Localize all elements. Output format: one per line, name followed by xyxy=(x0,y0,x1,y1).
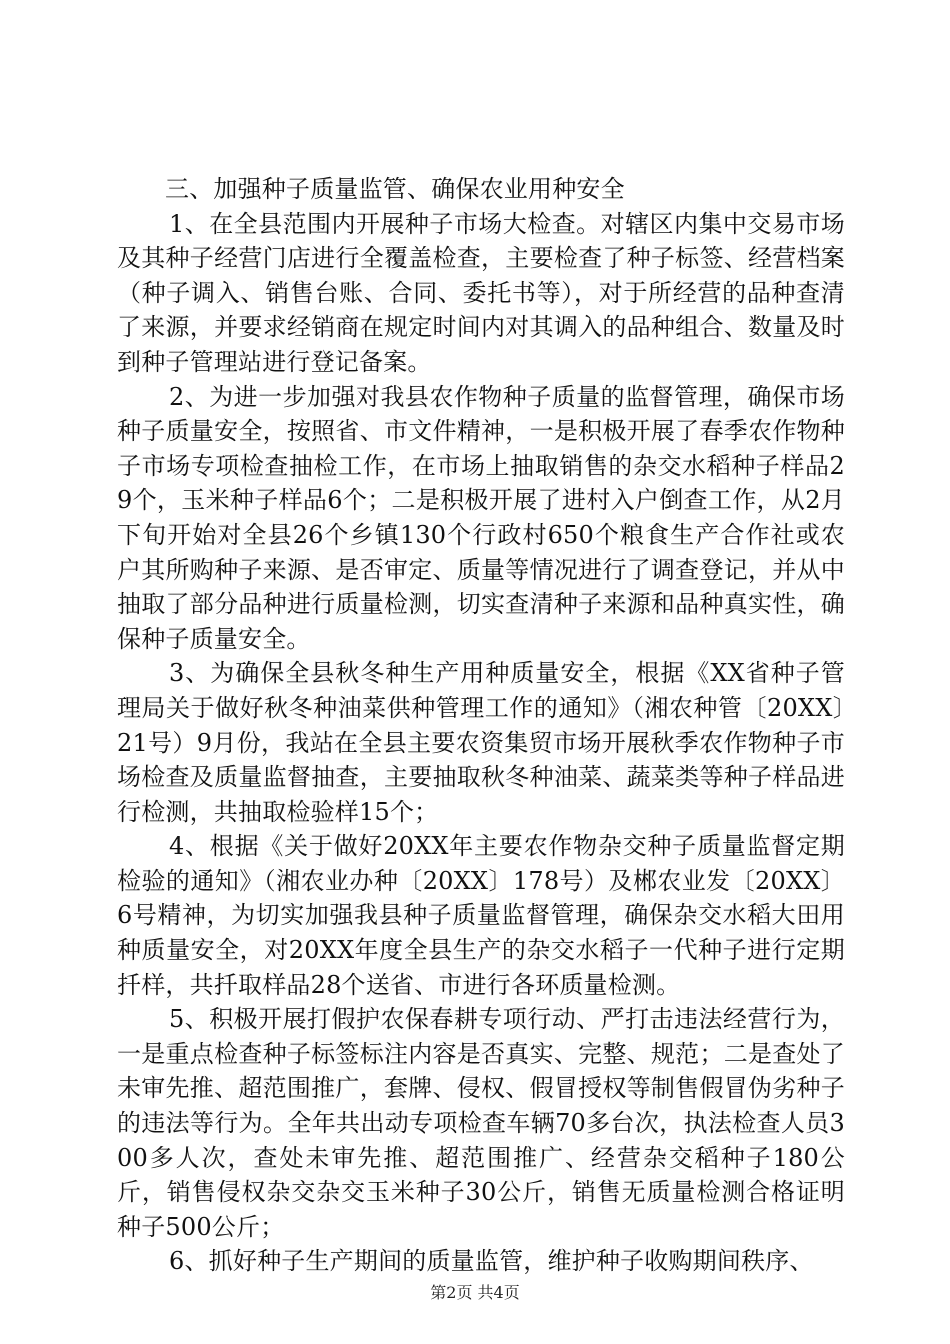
section-heading: 三、加强种子质量监管、确保农业用种安全 xyxy=(165,175,625,203)
page-footer: 第2页 共4页 xyxy=(430,1283,520,1302)
paragraph-2: 2、为进一步加强对我县农作物种子质量的监督管理，确保市场种子质量安全，按照省、市文件精神，一是积极开展了春季农作物种子市场专项检查抽检工作，在市场上抽取销售的杂交水稻种子样品29个，玉米种子样品6个；二是积极开展了进村入户倒查工作，从2月下旬开始对全县26个乡镇130个行政村650个粮食生产合作社或农户其所购种子来源、是否审定、质量等情况进行了调查登记，并从中抽取了部分品种进行质量检测，切实查清种子来源和品种真实性，确保种子质量安全。 xyxy=(117,382,845,653)
paragraph-5: 5、积极开展打假护农保春耕专项行动、严打击违法经营行为，一是重点检查种子标签标注内容是否真实、完整、规范；二是查处了未审先推、超范围推广，套牌、侵权、假冒授权等制售假冒伪劣种子的违法等行为。全年共出动专项检查车辆70多台次，执法检查人员300多人次，查处未审先推、超范围推广、经营杂交稻种子180公斤，销售侵权杂交杂交玉米种子30公斤，销售无质量检测合格证明种子500公斤； xyxy=(117,1005,845,1241)
paragraph-1: 1、在全县范围内开展种子市场大检查。对辖区内集中交易市场及其种子经营门店进行全覆盖检查，主要检查了种子标签、经营档案（种子调入、销售台账、合同、委托书等），对于所经营的品种查清了来源，并要求经销商在规定时间内对其调入的品种组合、数量及时到种子管理站进行登记备案。 xyxy=(117,209,845,376)
paragraph-3: 3、为确保全县秋冬种生产用种质量安全，根据《XX省种子管理局关于做好秋冬种油菜供种管理工作的通知》（湘农种管〔20XX〕21号）9月份，我站在全县主要农资集贸市场开展秋季农作物种子市场检查及质量监督抽查，主要抽取秋冬种油菜、蔬菜类等种子样品进行检测，共抽取检验样15个； xyxy=(117,659,845,826)
document-body xyxy=(117,172,845,1279)
paragraph-6: 6、抓好种子生产期间的质量监管，维护种子收购期间秩序、 xyxy=(169,1247,814,1276)
paragraph-4: 4、根据《关于做好20XX年主要农作物杂交种子质量监督定期检验的通知》（湘农业办种〔20XX〕178号）及郴农业发〔20XX〕6号精神，为切实加强我县种子质量监督管理，确保杂交水稻大田用种质量安全，对20XX年度全县生产的杂交水稻子一代种子进行定期扦样，共扦取样品28个送省、市进行各环质量检测。 xyxy=(117,832,845,999)
